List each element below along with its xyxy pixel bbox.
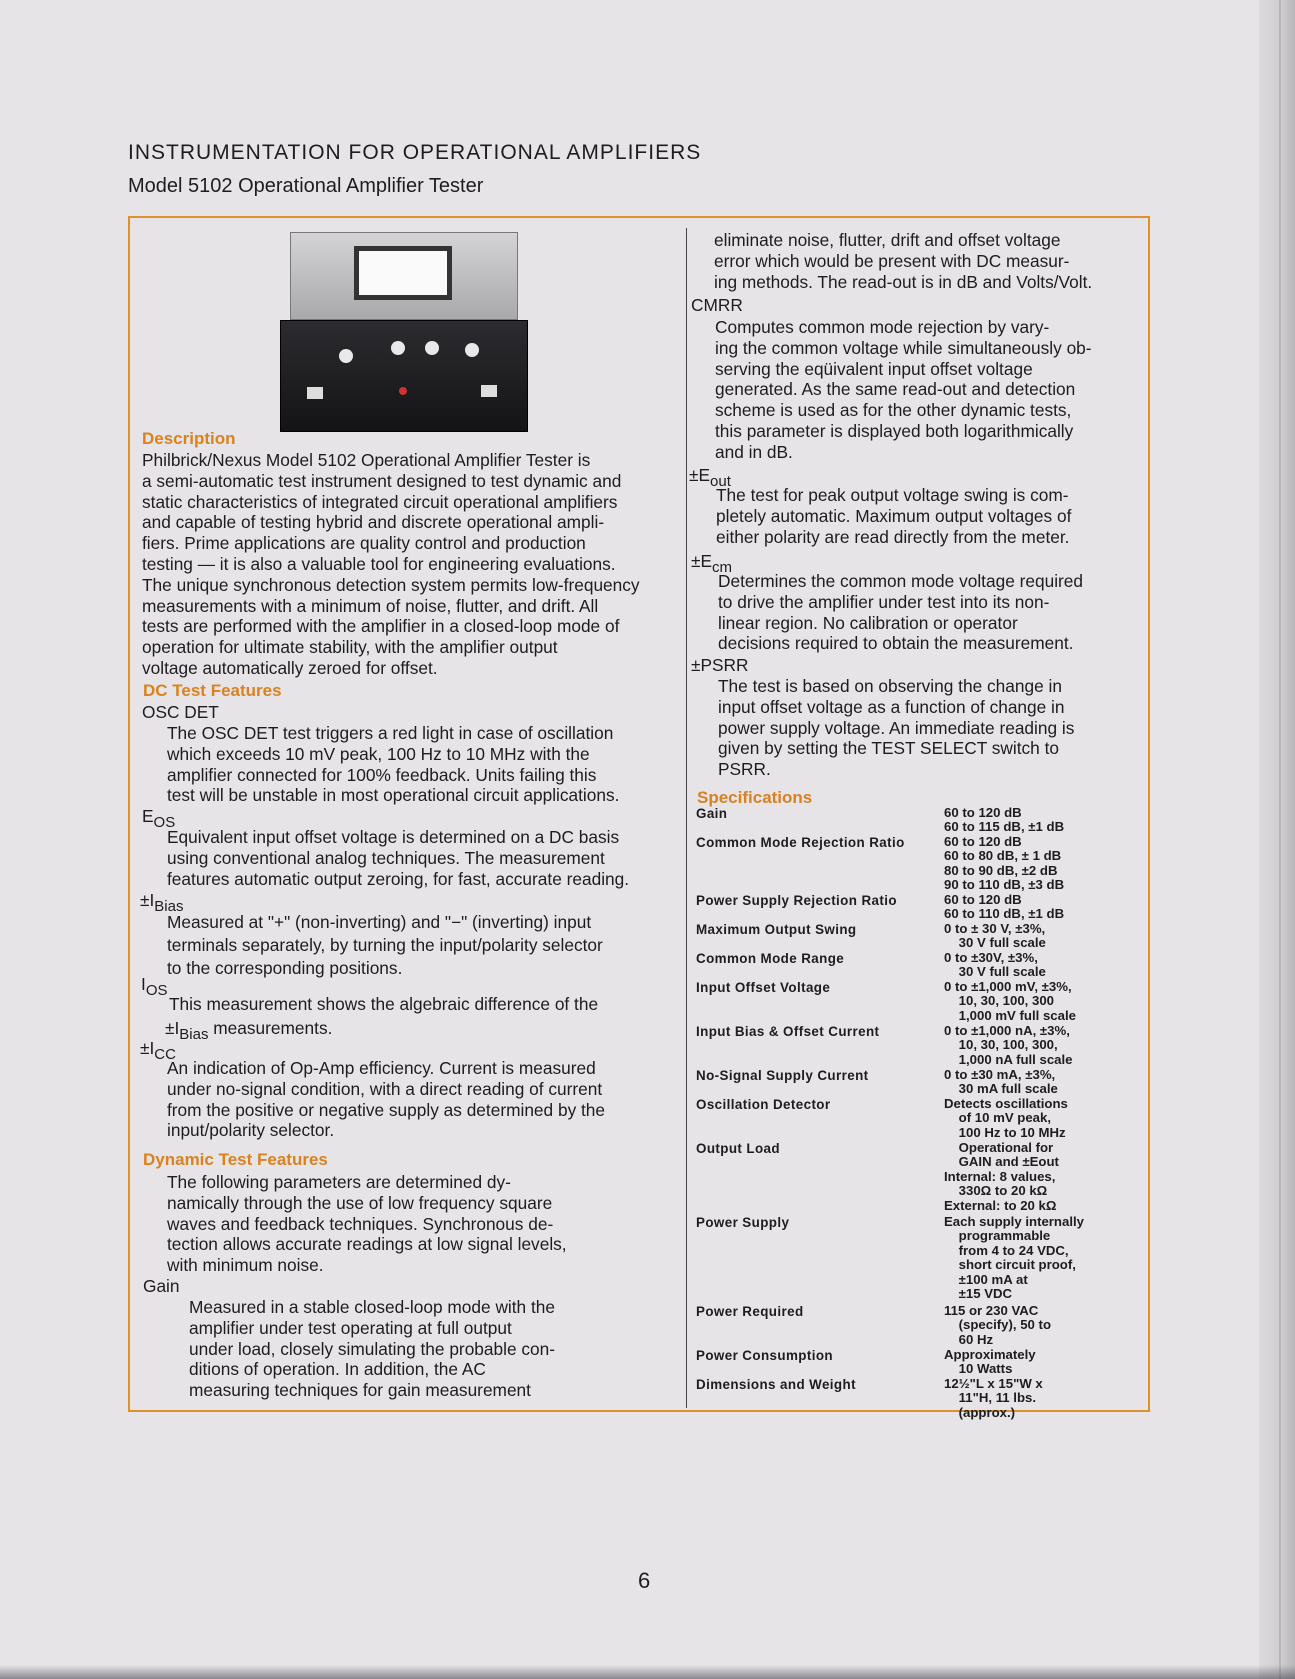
spec-value: 60 to 120 dB 60 to 110 dB, ±1 dB (944, 892, 1065, 922)
spec-value: 0 to ±1,000 mV, ±3%, 10, 30, 100, 300 1,000 mV full scale (944, 979, 1076, 1023)
control-panel (280, 320, 528, 432)
spec-label: Input Bias & Offset Current (696, 1024, 880, 1039)
gain-continued-text: eliminate noise, flutter, drift and offset voltage error which would be present with DC measur- ing methods. The read-out is in dB and Volts/Volt. (714, 230, 1093, 292)
ios-text: This measurement shows the algebraic difference of the (169, 994, 599, 1014)
product-photo (290, 232, 518, 434)
ecm-text: Determines the common mode voltage required to drive the amplifier under test into its non- linear region. No calibration or operator decisions required to obtain the measurement. (718, 571, 1084, 654)
spec-label: Input Offset Voltage (696, 980, 831, 995)
eout-term-main: ±E (689, 465, 711, 485)
description-heading: Description (142, 429, 236, 448)
indicator-light (399, 387, 407, 395)
ibias-term-main: ±I (140, 890, 155, 910)
page-edge (1259, 0, 1295, 1679)
eos-term-sub: OS (153, 814, 176, 831)
ios-term-main: I (141, 974, 146, 994)
spec-value: 115 or 230 VAC (specify), 50 to 60 Hz (944, 1303, 1051, 1347)
page-title: INSTRUMENTATION FOR OPERATIONAL AMPLIFIERS (128, 141, 702, 164)
spec-label: Power Supply (696, 1215, 790, 1230)
icc-term-main: ±I (140, 1038, 155, 1058)
spec-label: Common Mode Rejection Ratio (696, 835, 905, 850)
ios-term-sub: OS (145, 982, 168, 999)
cmrr-term: CMRR (691, 295, 743, 315)
eout-text: The test for peak output voltage swing is com- pletely automatic. Maximum output voltages of either polarity are read directly from the meter. (716, 485, 1072, 547)
psrr-text: The test is based on observing the change in input offset voltage as a function of change in power supply voltage. An immediate reading is given by setting the TEST SELECT switch to PSRR. (718, 676, 1075, 780)
eos-text: Equivalent input offset voltage is determined on a DC basis using conventional analog techniques. The measurement features automatic output zeroing, for fast, accurate reading. (167, 827, 630, 889)
spec-label: Power Required (696, 1304, 804, 1319)
osc-det-term: OSC DET (142, 702, 219, 722)
page-number: 6 (638, 1568, 651, 1593)
spec-value: Detects oscillations of 10 mV peak, 100 Hz to 10 MHz (944, 1096, 1068, 1140)
spec-label: Dimensions and Weight (696, 1377, 856, 1392)
switch (307, 387, 323, 399)
spec-value: Approximately 10 Watts (944, 1347, 1036, 1377)
icc-term-sub: CC (154, 1046, 176, 1063)
ecm-term-sub: cm (712, 559, 733, 576)
knob (465, 343, 479, 357)
spec-value: Each supply internally programmable from 4 to 24 VDC, short circuit proof, ±100 mA at ±15 VDC (944, 1214, 1084, 1302)
spec-value: 0 to ±30 mA, ±3%, 30 mA full scale (944, 1067, 1058, 1097)
ibias-term-sub: Bias (154, 898, 184, 915)
dc-test-heading: DC Test Features (143, 681, 282, 700)
column-divider (686, 228, 687, 1408)
specifications-heading: Specifications (697, 788, 813, 807)
spec-label: Output Load (696, 1141, 780, 1156)
gain-text: Measured in a stable closed-loop mode with the amplifier under test operating at full output under load, closely simulating the probable con- ditions of operation. In addition, the AC measuring techniques for gain measurement (189, 1297, 556, 1401)
spec-label: Power Supply Rejection Ratio (696, 893, 897, 908)
gain-term: Gain (143, 1276, 180, 1296)
knob (391, 341, 405, 355)
meter-display (354, 246, 452, 300)
spec-value: 0 to ±30V, ±3%, 30 V full scale (944, 950, 1046, 980)
spec-value: Operational for GAIN and ±Eout Internal: 8 values, 330Ω to 20 kΩ External: to 20 kΩ (944, 1140, 1059, 1213)
osc-det-text: The OSC DET test triggers a red light in case of oscillation which exceeds 10 mV peak, 100 Hz to 10 MHz with the amplifier connected for 100% feedback. Units failing this test will be unstable in most operational circuit applications. (167, 723, 620, 806)
ios-text-2-end: measurements. (208, 1018, 333, 1038)
eout-term-sub: out (710, 473, 731, 490)
spec-value: 60 to 120 dB 60 to 115 dB, ±1 dB (944, 805, 1065, 835)
spec-value: 0 to ±1,000 nA, ±3%, 10, 30, 100, 300, 1,000 nA full scale (944, 1023, 1073, 1067)
spec-label: Gain (696, 806, 728, 821)
ios-text-2-sub: Bias (179, 1026, 209, 1043)
page-subtitle: Model 5102 Operational Amplifier Tester (128, 175, 484, 197)
spec-label: Oscillation Detector (696, 1097, 831, 1112)
spec-value: 0 to ± 30 V, ±3%, 30 V full scale (944, 921, 1046, 951)
ios-text-2 (165, 1018, 332, 1046)
spec-label: No-Signal Supply Current (696, 1068, 869, 1083)
spec-value: 60 to 120 dB 60 to 80 dB, ± 1 dB 80 to 90 dB, ±2 dB 90 to 110 dB, ±3 dB (944, 834, 1065, 893)
spec-label: Common Mode Range (696, 951, 845, 966)
eos-term-main: E (142, 806, 154, 826)
switch (481, 385, 497, 397)
spec-label: Maximum Output Swing (696, 922, 857, 937)
dynamic-test-text: The following parameters are determined dy- namically through the use of low frequency square waves and feedback techniques. Synchronous de- tection allows accurate readings at low signal levels, with minimum noise. (167, 1172, 567, 1276)
ecm-term-main: ±E (691, 551, 713, 571)
dynamic-test-heading: Dynamic Test Features (143, 1150, 328, 1169)
ios-term (141, 974, 168, 999)
spec-label: Power Consumption (696, 1348, 833, 1363)
knob (339, 349, 353, 363)
ios-text-2-main: ±I (165, 1018, 180, 1038)
knob (425, 341, 439, 355)
description-text: Philbrick/Nexus Model 5102 Operational Amplifier Tester is a semi-automatic test instrument designed to test dynamic and static characteristics of integrated circuit operational amplifiers and capable of testing hybrid and discrete operational ampli- fiers. Prime applications are quality control and production testing — it is also a valuable tool for engineering evaluations. The unique synchronous detection system permits low-frequency measurements with a minimum of noise, flutter, and drift. All tests are performed with the amplifier in a closed-loop mode of operation for ultimate stability, with the amplifier output voltage automatically zeroed for offset. (142, 450, 640, 678)
icc-text: An indication of Op-Amp efficiency. Current is measured under no-signal condition, with a direct reading of current from the positive or negative supply as determined by the input/polarity selector. (167, 1058, 606, 1141)
psrr-term: ±PSRR (691, 655, 749, 675)
cmrr-text: Computes common mode rejection by vary- ing the common voltage while simultaneously ob- serving the eqüivalent input offset voltage generated. As the same read-out and detection scheme is used as for the other dynamic tests, this parameter is displayed both logarithmically and in dB. (715, 317, 1092, 462)
bottom-shadow (0, 1665, 1295, 1679)
ibias-text: Measured at "+" (non-inverting) and "−" (inverting) input terminals separately, by turning the input/polarity selector to the corresponding positions. (167, 912, 603, 978)
spec-value: 12½"L x 15"W x 11"H, 11 lbs. (approx.) (944, 1376, 1043, 1420)
